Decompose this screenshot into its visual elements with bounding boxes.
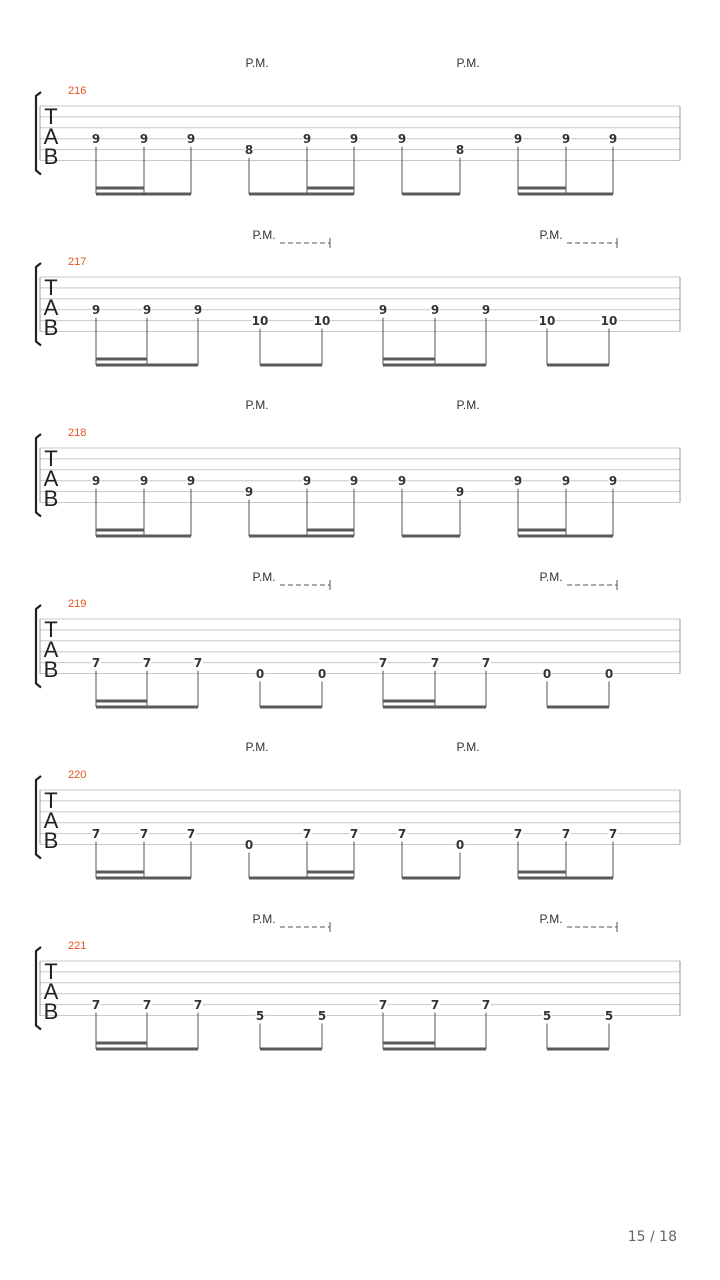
beam-group — [92, 827, 196, 878]
fret-number: 0 — [255, 667, 265, 681]
page-number: 15 / 18 — [627, 1229, 677, 1245]
measure-number: 219 — [68, 598, 87, 610]
palm-mute-label: P.M. — [252, 228, 276, 242]
measure-number: 221 — [68, 940, 87, 952]
beam-group — [92, 998, 203, 1049]
fret-number: 7 — [193, 998, 203, 1013]
fret-number: 5 — [317, 1009, 327, 1023]
beam-group — [92, 474, 196, 536]
fret-number: 9 — [608, 132, 618, 147]
clef-letter: T — [44, 959, 58, 984]
palm-mute-label: P.M. — [456, 740, 480, 754]
fret-number: 7 — [397, 827, 407, 842]
palm-mute-label: P.M. — [245, 398, 269, 412]
palm-mute-label: P.M. — [245, 740, 269, 754]
beam-group — [379, 303, 491, 365]
system-218 — [36, 398, 680, 536]
clef-letter: B — [43, 999, 59, 1024]
fret-number: 7 — [481, 998, 491, 1013]
fret-number: 7 — [193, 656, 203, 671]
fret-number: 7 — [430, 656, 440, 671]
fret-number: 7 — [481, 656, 491, 671]
palm-mute-label: P.M. — [245, 56, 269, 70]
fret-number: 9 — [481, 303, 491, 318]
fret-number: 9 — [91, 474, 101, 489]
fret-number: 9 — [91, 132, 101, 147]
fret-number: 5 — [542, 1009, 552, 1023]
fret-number: 9 — [608, 474, 618, 489]
fret-number: 9 — [139, 474, 149, 489]
clef-letter: A — [43, 295, 59, 320]
fret-number: 7 — [91, 656, 101, 671]
clef-letter: B — [43, 657, 59, 682]
clef-letter: A — [43, 979, 59, 1004]
fret-number: 7 — [91, 998, 101, 1013]
fret-number: 7 — [561, 827, 571, 842]
fret-number: 9 — [193, 303, 203, 318]
palm-mute-label: P.M. — [539, 912, 563, 926]
clef-letter: B — [43, 486, 59, 511]
clef-letter: T — [44, 446, 58, 471]
beam-group — [245, 827, 359, 878]
fret-number: 7 — [608, 827, 618, 842]
fret-number: 5 — [255, 1009, 265, 1023]
tab-clef — [44, 446, 59, 511]
beam-group — [379, 998, 491, 1049]
fret-number: 9 — [561, 474, 571, 489]
beam-group — [92, 303, 203, 365]
palm-mute-label: P.M. — [252, 912, 276, 926]
clef-letter: B — [43, 828, 59, 853]
fret-number: 8 — [455, 143, 465, 158]
beam-group — [514, 132, 618, 194]
system-220 — [36, 740, 680, 878]
fret-number: 0 — [542, 667, 552, 681]
system-217 — [36, 228, 680, 365]
fret-number: 9 — [302, 474, 312, 489]
measure-number: 220 — [68, 769, 87, 781]
fret-number: 10 — [251, 314, 269, 329]
beam-group — [379, 656, 491, 707]
fret-number: 9 — [91, 303, 101, 318]
fret-number: 10 — [538, 314, 556, 329]
fret-number: 9 — [349, 132, 359, 147]
fret-number: 9 — [513, 132, 523, 147]
fret-number: 7 — [91, 827, 101, 842]
clef-letter: T — [44, 104, 58, 129]
tab-clef — [44, 275, 59, 340]
palm-mute-label: P.M. — [252, 570, 276, 584]
fret-number: 9 — [430, 303, 440, 318]
fret-number: 0 — [604, 667, 614, 681]
fret-number: 7 — [430, 998, 440, 1013]
clef-letter: T — [44, 275, 58, 300]
beam-group — [92, 656, 203, 707]
measure-number: 217 — [68, 256, 87, 268]
system-221 — [36, 912, 680, 1049]
system-216 — [36, 56, 680, 194]
palm-mute-label: P.M. — [539, 228, 563, 242]
fret-number: 7 — [513, 827, 523, 842]
fret-number: 9 — [513, 474, 523, 489]
beam-group — [514, 827, 618, 878]
clef-letter: B — [43, 144, 59, 169]
palm-mute-label: P.M. — [539, 570, 563, 584]
system-219 — [36, 570, 680, 707]
fret-number: 9 — [139, 132, 149, 147]
fret-number: 9 — [186, 474, 196, 489]
fret-number: 7 — [302, 827, 312, 842]
tab-clef — [44, 959, 59, 1024]
fret-number: 7 — [378, 656, 388, 671]
beam-group — [514, 474, 618, 536]
clef-letter: A — [43, 808, 59, 833]
clef-letter: T — [44, 617, 58, 642]
fret-number: 9 — [378, 303, 388, 318]
fret-number: 9 — [397, 474, 407, 489]
fret-number: 0 — [244, 838, 254, 852]
beam-group — [245, 132, 359, 194]
measure-number: 218 — [68, 427, 87, 439]
beam-group — [92, 132, 196, 194]
fret-number: 10 — [600, 314, 618, 329]
fret-number: 7 — [186, 827, 196, 842]
tab-clef — [44, 617, 59, 682]
fret-number: 9 — [244, 485, 254, 500]
tab-clef — [44, 788, 59, 853]
beam-group — [252, 314, 331, 365]
fret-number: 8 — [244, 143, 254, 158]
measure-number: 216 — [68, 85, 87, 97]
palm-mute-label: P.M. — [456, 398, 480, 412]
beam-group — [398, 474, 465, 536]
fret-number: 9 — [349, 474, 359, 489]
fret-number: 9 — [302, 132, 312, 147]
fret-number: 10 — [313, 314, 331, 329]
clef-letter: T — [44, 788, 58, 813]
fret-number: 7 — [139, 827, 149, 842]
fret-number: 9 — [397, 132, 407, 147]
fret-number: 7 — [142, 656, 152, 671]
beam-group — [245, 474, 359, 536]
tab-clef — [44, 104, 59, 169]
fret-number: 7 — [378, 998, 388, 1013]
fret-number: 9 — [561, 132, 571, 147]
fret-number: 0 — [317, 667, 327, 681]
clef-letter: A — [43, 124, 59, 149]
fret-number: 7 — [349, 827, 359, 842]
fret-number: 0 — [455, 838, 465, 852]
fret-number: 7 — [142, 998, 152, 1013]
beam-group — [398, 132, 465, 194]
fret-number: 9 — [186, 132, 196, 147]
fret-number: 5 — [604, 1009, 614, 1023]
clef-letter: A — [43, 466, 59, 491]
palm-mute-label: P.M. — [456, 56, 480, 70]
beam-group — [398, 827, 465, 878]
clef-letter: A — [43, 637, 59, 662]
beam-group — [539, 314, 618, 365]
fret-number: 9 — [455, 485, 465, 500]
clef-letter: B — [43, 315, 59, 340]
fret-number: 9 — [142, 303, 152, 318]
